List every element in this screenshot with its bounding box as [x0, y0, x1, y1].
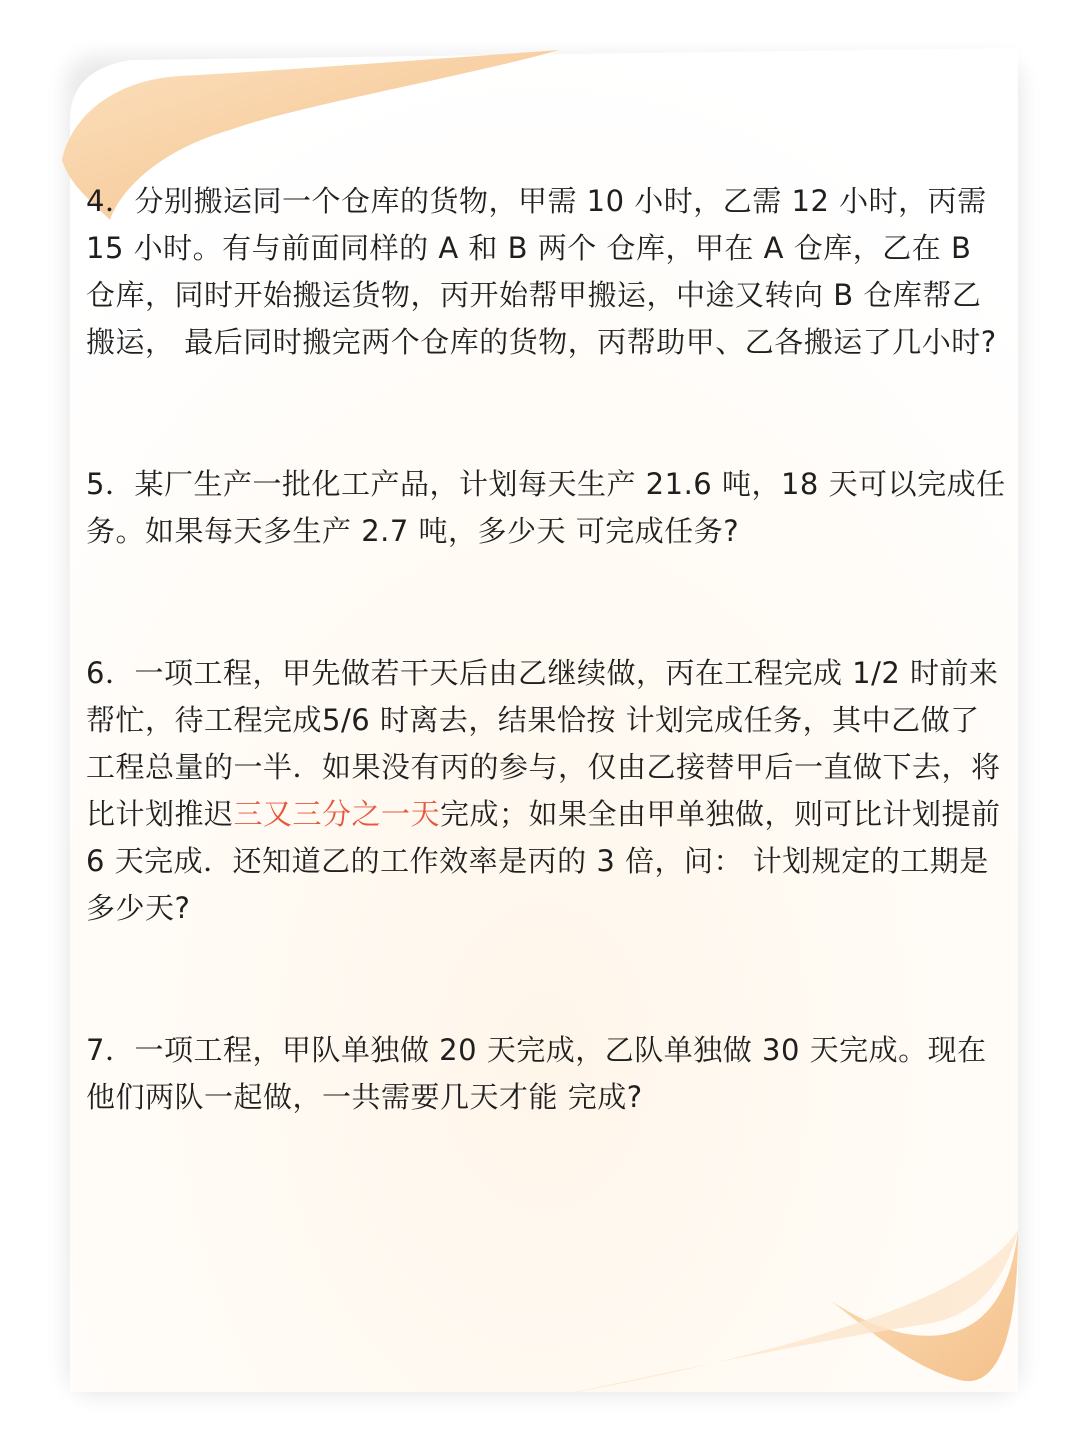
question-6 [86, 650, 1006, 932]
question-6-part-2: 完成；如果全由甲单独做，则可比计划提前 6 天完成．还知道乙的工作效率是丙的 3 倍，问： 计划规定的工期是多少天? [86, 797, 1001, 925]
question-7: 7．一项工程，甲队单独做 20 天完成，乙队单独做 30 天完成。现在他们两队一起做，一共需要几天才能 完成? [86, 1033, 987, 1114]
question-5: 5．某厂生产一批化工产品，计划每天生产 21.6 吨，18 天可以完成任务。如果每天多生产 2.7 吨，多少天 可完成任务? [86, 467, 1006, 548]
question-list [86, 178, 1006, 1121]
question-4: 4．分别搬运同一个仓库的货物，甲需 10 小时，乙需 12 小时，丙需 15 小时。有与前面同样的 A 和 B 两个 仓库，甲在 A 仓库，乙在 B 仓库，同时开始搬运货物，丙开始帮甲搬运，中途又转向 B 仓库帮乙搬运， 最后同时搬完两个仓库的货物，丙帮助甲、乙各搬运了几小时? [86, 184, 997, 359]
question-6-highlight: 三又三分之一天 [233, 797, 441, 831]
question-6-part-1: 6．一项工程，甲先做若干天后由乙继续做，丙在工程完成 1/2 时前来帮忙，待工程完成5/6 时离去，结果恰按 计划完成任务，其中乙做了工程总量的一半．如果没有丙的参与，仅由乙接替甲后一直做下去，将比计划推迟 [86, 656, 1001, 831]
